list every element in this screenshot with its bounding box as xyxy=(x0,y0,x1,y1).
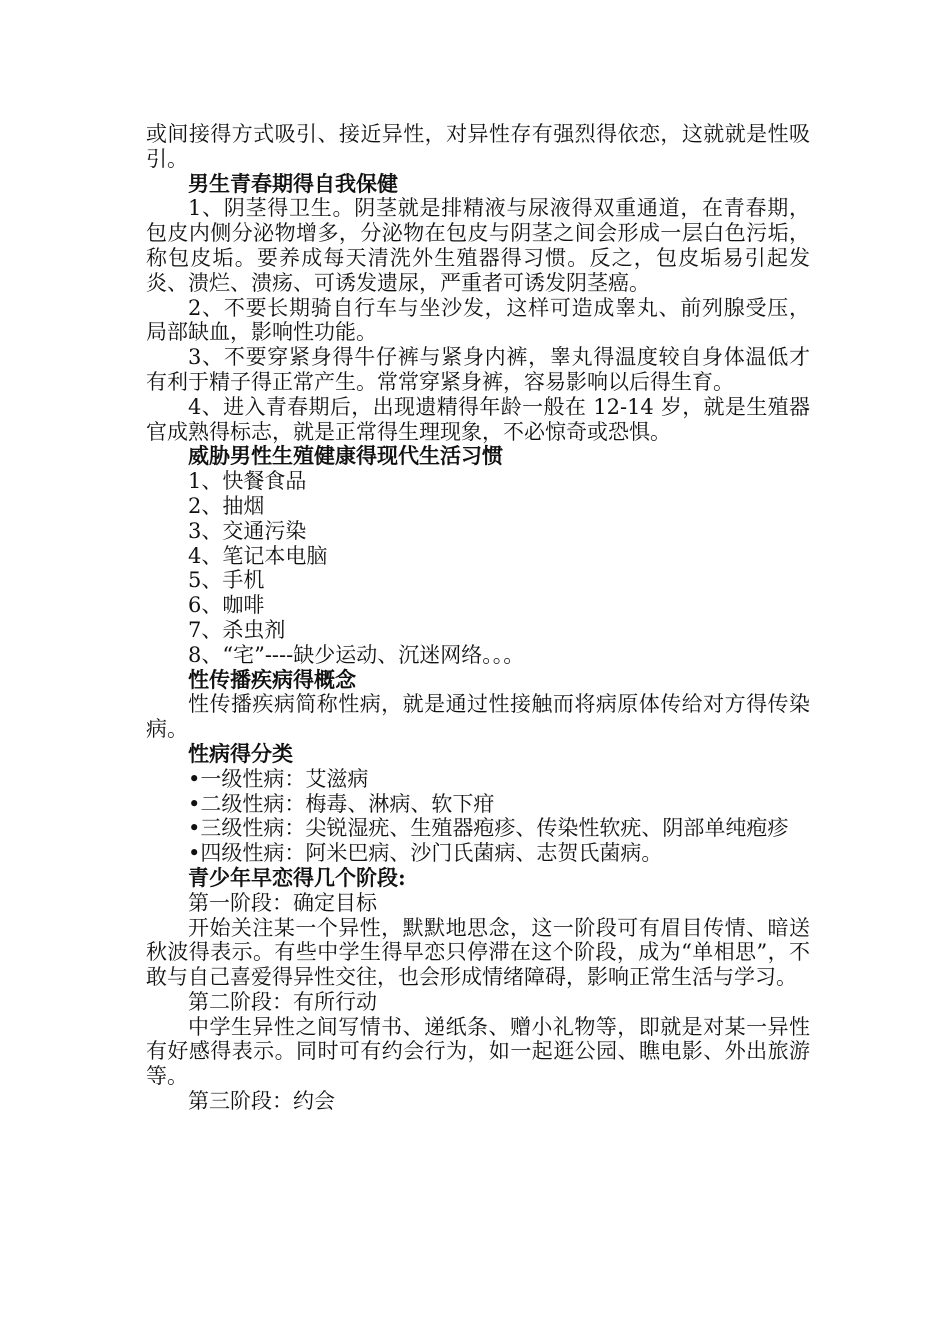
section-heading: 性病得分类 xyxy=(188,740,293,766)
bullet-item: •三级性病：尖锐湿疣、生殖器疱疹、传染性软疣、阴部单纯疱疹 xyxy=(188,816,789,841)
section-heading: 性传播疾病得概念 xyxy=(188,666,356,692)
list-item: 8、“宅”----缺少运动、沉迷网络。。。 xyxy=(188,642,525,667)
list-item: 2、抽烟 xyxy=(188,493,265,518)
paragraph: 性传播疾病简称性病，就是通过性接触而将病原体传给对方得传染病。 xyxy=(146,692,810,742)
bullet-item: •二级性病：梅毒、淋病、软下疳 xyxy=(188,791,495,816)
stage-title: 第一阶段：确定目标 xyxy=(188,890,377,915)
paragraph: 1、阴茎得卫生。阴茎就是排精液与尿液得双重通道，在青春期，包皮内侧分泌物增多，分泌物在包皮与阴茎之间会形成一层白色污垢，称包皮垢。要养成每天清洗外生殖器得习惯。反之，包皮垢易引起发炎、溃烂、溃疡、可诱发遗尿，严重者可诱发阴茎癌。 xyxy=(146,196,810,295)
paragraph: 中学生异性之间写情书、递纸条、赠小礼物等，即就是对某一异性有好感得表示。同时可有约会行为，如一起逛公园、瞧电影、外出旅游等。 xyxy=(146,1014,810,1089)
bullet-item: •四级性病：阿米巴病、沙门氏菌病、志贺氏菌病。 xyxy=(188,841,663,866)
stage-title: 第二阶段：有所行动 xyxy=(188,989,377,1014)
document-page xyxy=(146,122,810,1114)
paragraph: 4、进入青春期后，出现遗精得年龄一般在 12-14 岁，就是生殖器官成熟得标志，就是正常得生理现象，不必惊奇或恐惧。 xyxy=(146,394,810,444)
list-item: 3、交通污染 xyxy=(188,518,307,543)
list-item: 1、快餐食品 xyxy=(188,469,307,494)
bullet-item: •一级性病：艾滋病 xyxy=(188,766,369,791)
section-heading: 青少年早恋得几个阶段: xyxy=(188,864,406,890)
stage-title: 第三阶段：约会 xyxy=(188,1089,335,1114)
paragraph: 3、不要穿紧身得牛仔裤与紧身内裤，睾丸得温度较自身体温低才有利于精子得正常产生。常常穿紧身裤，容易影响以后得生育。 xyxy=(146,345,810,394)
paragraph: 2、不要长期骑自行车与坐沙发，这样可造成睾丸、前列腺受压，局部缺血，影响性功能。 xyxy=(146,295,810,345)
section-heading: 威胁男性生殖健康得现代生活习惯 xyxy=(188,443,503,469)
list-item: 6、咖啡 xyxy=(188,593,265,618)
list-item: 7、杀虫剂 xyxy=(188,617,286,642)
list-item: 4、笔记本电脑 xyxy=(188,543,328,568)
list-item: 5、手机 xyxy=(188,568,265,593)
section-heading: 男生青春期得自我保健 xyxy=(188,170,398,196)
paragraph: 或间接得方式吸引、接近异性，对异性存有强烈得依恋，这就就是性吸引。 xyxy=(146,122,810,171)
paragraph: 开始关注某一个异性，默默地思念，这一阶段可有眉目传情、暗送秋波得表示。有些中学生得早恋只停滞在这个阶段，成为“单相思”，不敢与自己喜爱得异性交往，也会形成情绪障碍，影响正常生活与学习。 xyxy=(146,915,810,990)
